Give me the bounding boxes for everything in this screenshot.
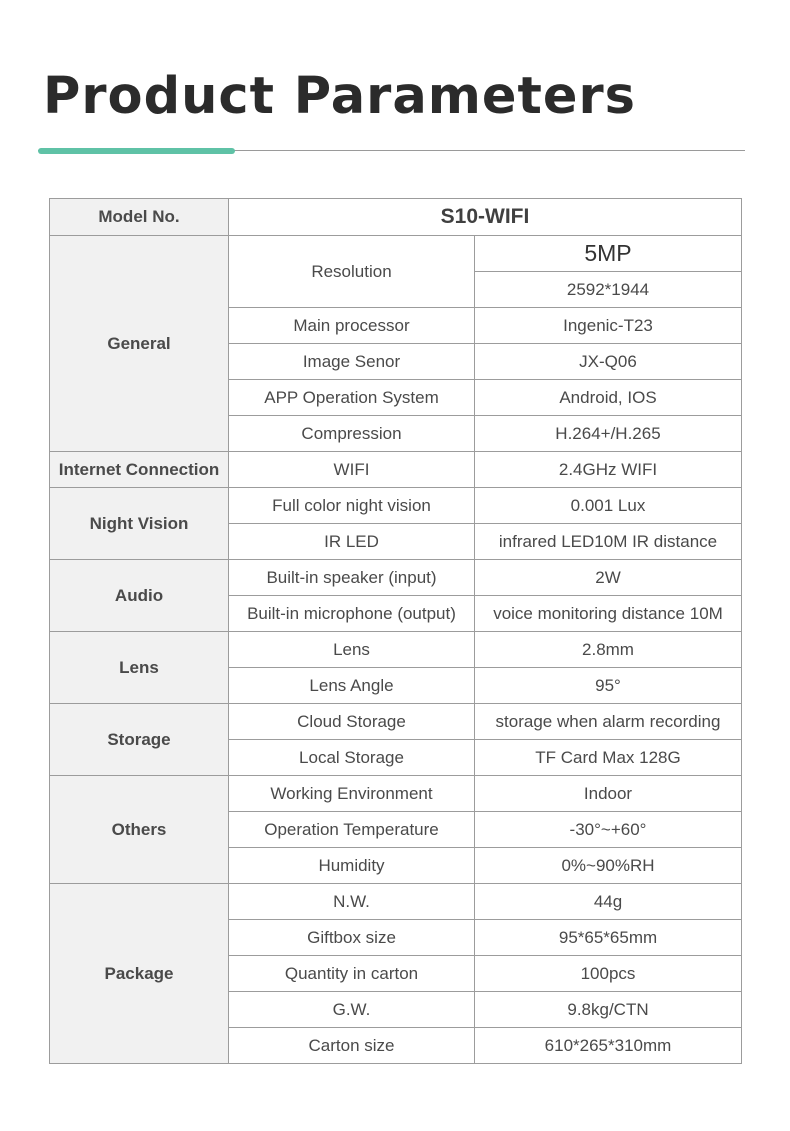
param-label: APP Operation System: [229, 380, 475, 416]
table-row: [50, 632, 742, 668]
param-label: Cloud Storage: [229, 704, 475, 740]
param-value: 95°: [475, 668, 742, 704]
param-label: N.W.: [229, 884, 475, 920]
param-value: infrared LED10M IR distance: [475, 524, 742, 560]
param-label: Carton size: [229, 1028, 475, 1064]
category-general: General: [50, 236, 229, 452]
table-row: [50, 236, 742, 272]
table-row: [50, 704, 742, 740]
param-value: TF Card Max 128G: [475, 740, 742, 776]
param-value: 2W: [475, 560, 742, 596]
model-value: S10-WIFI: [229, 199, 742, 236]
category-others: Others: [50, 776, 229, 884]
param-label: Working Environment: [229, 776, 475, 812]
param-value: 95*65*65mm: [475, 920, 742, 956]
category-lens: Lens: [50, 632, 229, 704]
param-value: 0%~90%RH: [475, 848, 742, 884]
table-row: [50, 884, 742, 920]
param-label: Lens Angle: [229, 668, 475, 704]
param-label: Local Storage: [229, 740, 475, 776]
product-parameters-table: [49, 198, 742, 1064]
category-storage: Storage: [50, 704, 229, 776]
param-value: 100pcs: [475, 956, 742, 992]
table-row: [50, 776, 742, 812]
param-value: 9.8kg/CTN: [475, 992, 742, 1028]
param-label: Humidity: [229, 848, 475, 884]
param-value: 0.001 Lux: [475, 488, 742, 524]
param-value: 2.8mm: [475, 632, 742, 668]
page-title: Product Parameters: [43, 67, 636, 126]
param-value: Android, IOS: [475, 380, 742, 416]
param-label: Full color night vision: [229, 488, 475, 524]
param-value: -30°~+60°: [475, 812, 742, 848]
param-value: 44g: [475, 884, 742, 920]
param-value: 2592*1944: [475, 272, 742, 308]
category-audio: Audio: [50, 560, 229, 632]
param-label: Main processor: [229, 308, 475, 344]
table-row: [50, 560, 742, 596]
category-night-vision: Night Vision: [50, 488, 229, 560]
param-label: Built-in microphone (output): [229, 596, 475, 632]
param-label: WIFI: [229, 452, 475, 488]
param-label: Resolution: [229, 236, 475, 308]
title-accent-bar: [38, 148, 235, 154]
param-value: 2.4GHz WIFI: [475, 452, 742, 488]
table-row: [50, 452, 742, 488]
param-label: Giftbox size: [229, 920, 475, 956]
param-value: Indoor: [475, 776, 742, 812]
param-value: storage when alarm recording: [475, 704, 742, 740]
param-value: H.264+/H.265: [475, 416, 742, 452]
category-internet-connection: Internet Connection: [50, 452, 229, 488]
param-label: Quantity in carton: [229, 956, 475, 992]
category-package: Package: [50, 884, 229, 1064]
param-label: G.W.: [229, 992, 475, 1028]
param-label: IR LED: [229, 524, 475, 560]
param-value: Ingenic-T23: [475, 308, 742, 344]
param-value: JX-Q06: [475, 344, 742, 380]
param-label: Image Senor: [229, 344, 475, 380]
table-row-model: [50, 199, 742, 236]
param-label: Lens: [229, 632, 475, 668]
table-row: [50, 488, 742, 524]
param-label: Built-in speaker (input): [229, 560, 475, 596]
param-value: voice monitoring distance 10M: [475, 596, 742, 632]
param-value: 5MP: [475, 236, 742, 272]
param-value: 610*265*310mm: [475, 1028, 742, 1064]
model-label: Model No.: [50, 199, 229, 236]
param-label: Compression: [229, 416, 475, 452]
param-label: Operation Temperature: [229, 812, 475, 848]
